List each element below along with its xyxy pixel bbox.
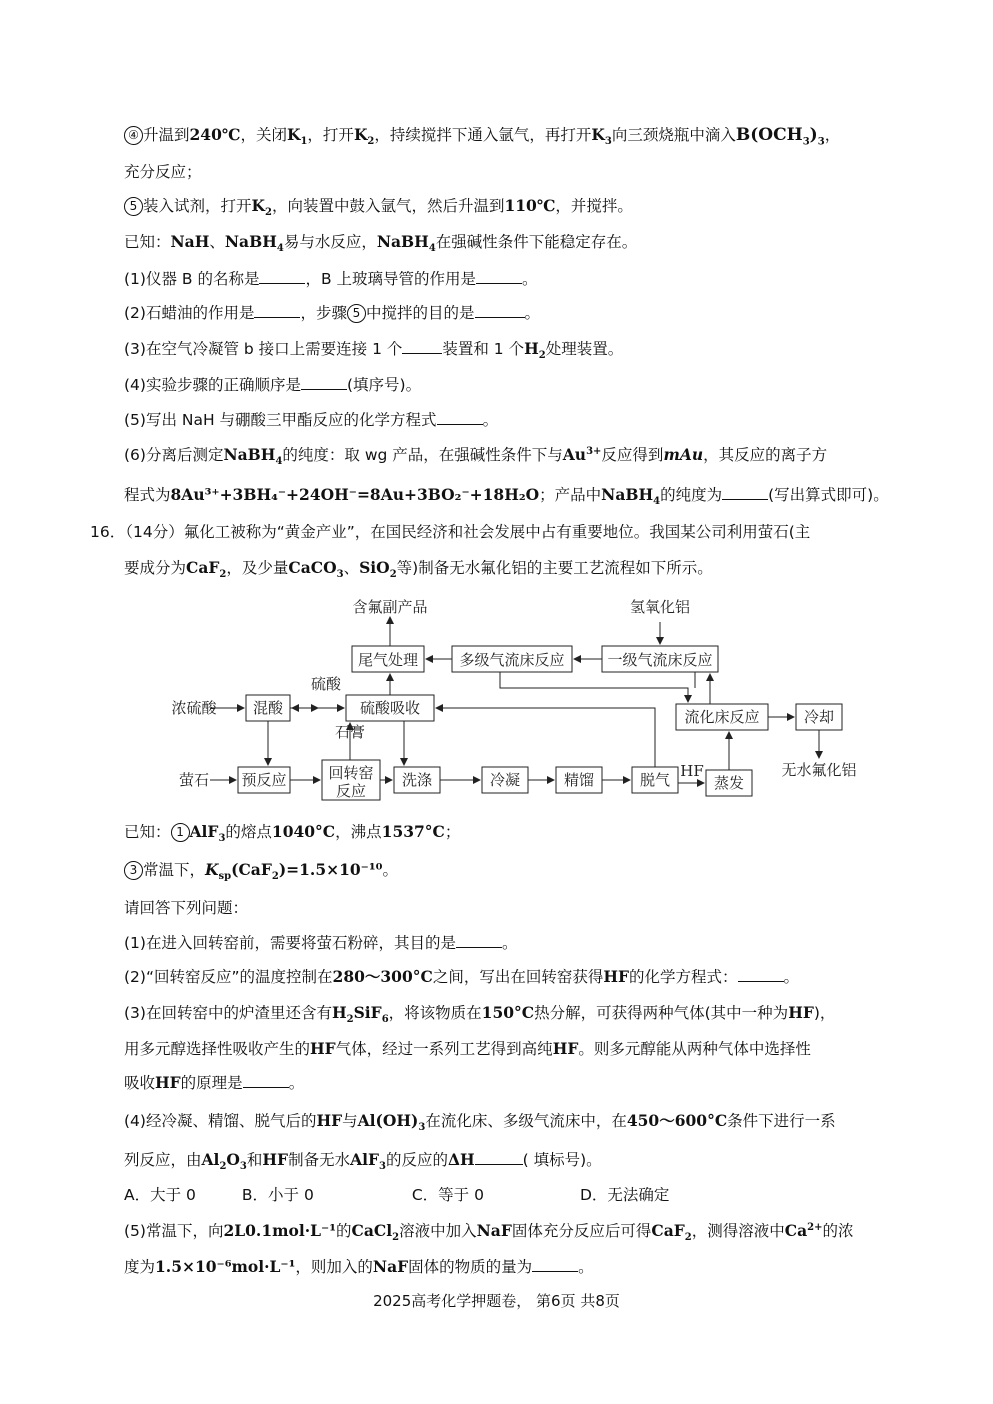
svg-text:石膏: 石膏	[334, 723, 366, 741]
question-3: (3)在空气冷凝管 b 接口上需要连接 1 个 装置和 1 个$H_2$处理装置。	[124, 339, 624, 362]
p16-question-1: (1)在进入回转窑前，需要将萤石粉碎，其目的是 。	[124, 934, 518, 952]
svg-text:预反应: 预反应	[241, 771, 287, 789]
svg-text:反应: 反应	[335, 782, 367, 800]
svg-text:冷却: 冷却	[803, 708, 835, 726]
question-6-continued: 程式为8Au³⁺+3BH₄⁻+24OH⁻=8Au+3BO₂⁻+18H₂O；产品中NaBH$_4$的纯度为 (写出算式即可)。	[124, 485, 889, 508]
svg-text:浓硫酸: 浓硫酸	[171, 699, 217, 717]
svg-text:HF: HF	[680, 762, 704, 780]
svg-text:蒸发: 蒸发	[713, 774, 745, 792]
p16-question-2: (2)“回转窑反应”的温度控制在280～300°C之间，写出在回转窑获得HF的化学方程式： 。	[124, 967, 800, 986]
p16-question-3-continued: 用多元醇选择性吸收产生的HF气体，经过一系列工艺得到高纯HF。则多元醇能从两种气体中选择性	[124, 1039, 811, 1058]
svg-text:萤石: 萤石	[178, 771, 210, 789]
svg-text:回转窑: 回转窑	[328, 764, 374, 782]
step-number-5: 5	[124, 197, 143, 216]
label-aluminium-hydroxide: 氢氧化铝	[629, 598, 691, 616]
svg-text:多级气流床反应: 多级气流床反应	[459, 651, 565, 669]
option-d: D．无法确定	[579, 1186, 670, 1204]
answer-prompt: 请回答下列问题：	[124, 899, 249, 917]
p16-question-4-continued: 列反应，由$Al_2O_3$和HF制备无水AlF$_3$的反应的ΔH ( 填标号)。	[124, 1150, 602, 1173]
known-info-1: 已知：NaH、NaBH$_4$易与水反应，NaBH$_4$在强碱性条件下能稳定存在。	[124, 232, 638, 255]
ionic-equation: 8Au³⁺+3BH₄⁻+24OH⁻=8Au+3BO₂⁻+18H₂O	[170, 485, 540, 504]
svg-text:无水氟化铝: 无水氟化铝	[781, 761, 857, 779]
problem-16-intro: 16．（14分）氟化工被称为“黄金产业”，在国民经济和社会发展中占有重要地位。我国某公司利用萤石(主	[90, 523, 811, 541]
problem-16-known-1: 已知： 1 AlF$_3$的熔点1040°C，沸点1537°C；	[124, 822, 461, 845]
option-a: A．大于 0	[124, 1186, 196, 1204]
p16-question-4-options	[124, 1184, 669, 1206]
question-1: (1)仪器 B 的名称是 ，B 上玻璃导管的作用是 。	[124, 270, 538, 288]
svg-text:洗涤: 洗涤	[401, 771, 433, 789]
svg-text:混酸: 混酸	[252, 699, 284, 717]
step-5-line: 5 装入试剂，打开$K_2$，向装置中鼓入氩气，然后升温到110℃，并搅拌。	[124, 195, 633, 217]
option-b: B．小于 0	[241, 1186, 314, 1204]
svg-text:尾气处理: 尾气处理	[357, 651, 419, 669]
step-number-5-ref: 5	[347, 304, 366, 323]
page-footer: 2025高考化学押题卷， 第6页 共8页	[373, 1292, 620, 1310]
svg-text:脱气: 脱气	[639, 771, 671, 789]
step-4-continued: 充分反应；	[124, 163, 202, 181]
svg-text:流化床反应: 流化床反应	[684, 708, 760, 726]
step-number-4: ④	[124, 126, 143, 145]
p16-question-5-continued: 度为1.5×10⁻⁶mol·L⁻¹，则加入的NaF固体的物质的量为 。	[124, 1257, 594, 1276]
question-4: (4)实验步骤的正确顺序是 (填序号)。	[124, 376, 422, 394]
step-4-line: ④ 升温到240℃，关闭$K_1$，打开$K_2$，持续搅拌下通入氩气，再打开$K_3$向三颈烧瓶中滴入$B(OCH_3)_3$，	[124, 124, 840, 146]
svg-text:硫酸吸收: 硫酸吸收	[359, 699, 421, 717]
svg-text:精馏: 精馏	[563, 771, 595, 789]
question-2: (2)石蜡油的作用是 ，步骤 5 中搅拌的目的是 。	[124, 304, 541, 322]
option-c: C．等于 0	[411, 1186, 484, 1204]
problem-16-known-3: 3 常温下，$K_{sp}(CaF_2)=1.5\times 10^{-10}$。	[124, 859, 398, 881]
svg-text:硫酸: 硫酸	[310, 675, 342, 693]
p16-question-3: (3)在回转窑中的炉渣里还含有$H_2SiF_6$，将该物质在150°C热分解，可获得两种气体(其中一种为HF)，	[124, 1003, 836, 1026]
svg-text:一级气流床反应: 一级气流床反应	[607, 651, 713, 669]
svg-text:冷凝: 冷凝	[489, 771, 521, 789]
process-flow-diagram	[150, 592, 870, 812]
label-byproduct: 含氟副产品	[352, 598, 428, 616]
p16-question-4: (4)经冷凝、精馏、脱气后的HF与$Al(OH)_3$在流化床、多级气流床中，在450～600°C条件下进行一系	[124, 1111, 836, 1134]
p16-question-3-end: 吸收HF的原理是 。	[124, 1073, 305, 1092]
question-6: (6)分离后测定NaBH$_4$的纯度：取 wg 产品，在强碱性条件下与$Au^{3+}$反应得到mAu，其反应的离子方	[124, 445, 828, 468]
question-5: (5)写出 NaH 与硼酸三甲酯反应的化学方程式 。	[124, 411, 499, 429]
p16-question-5: (5)常温下，向2L0.1mol·L⁻¹的CaCl$_2$溶液中加入NaF固体充分反应后可得CaF$_2$，测得溶液中$Ca^{2+}$的浓	[124, 1221, 854, 1244]
problem-16-intro-2: 要成分为CaF$_2$，及少量CaCO$_3$、SiO$_2$等)制备无水氟化铝的主要工艺流程如下所示。	[124, 558, 713, 581]
